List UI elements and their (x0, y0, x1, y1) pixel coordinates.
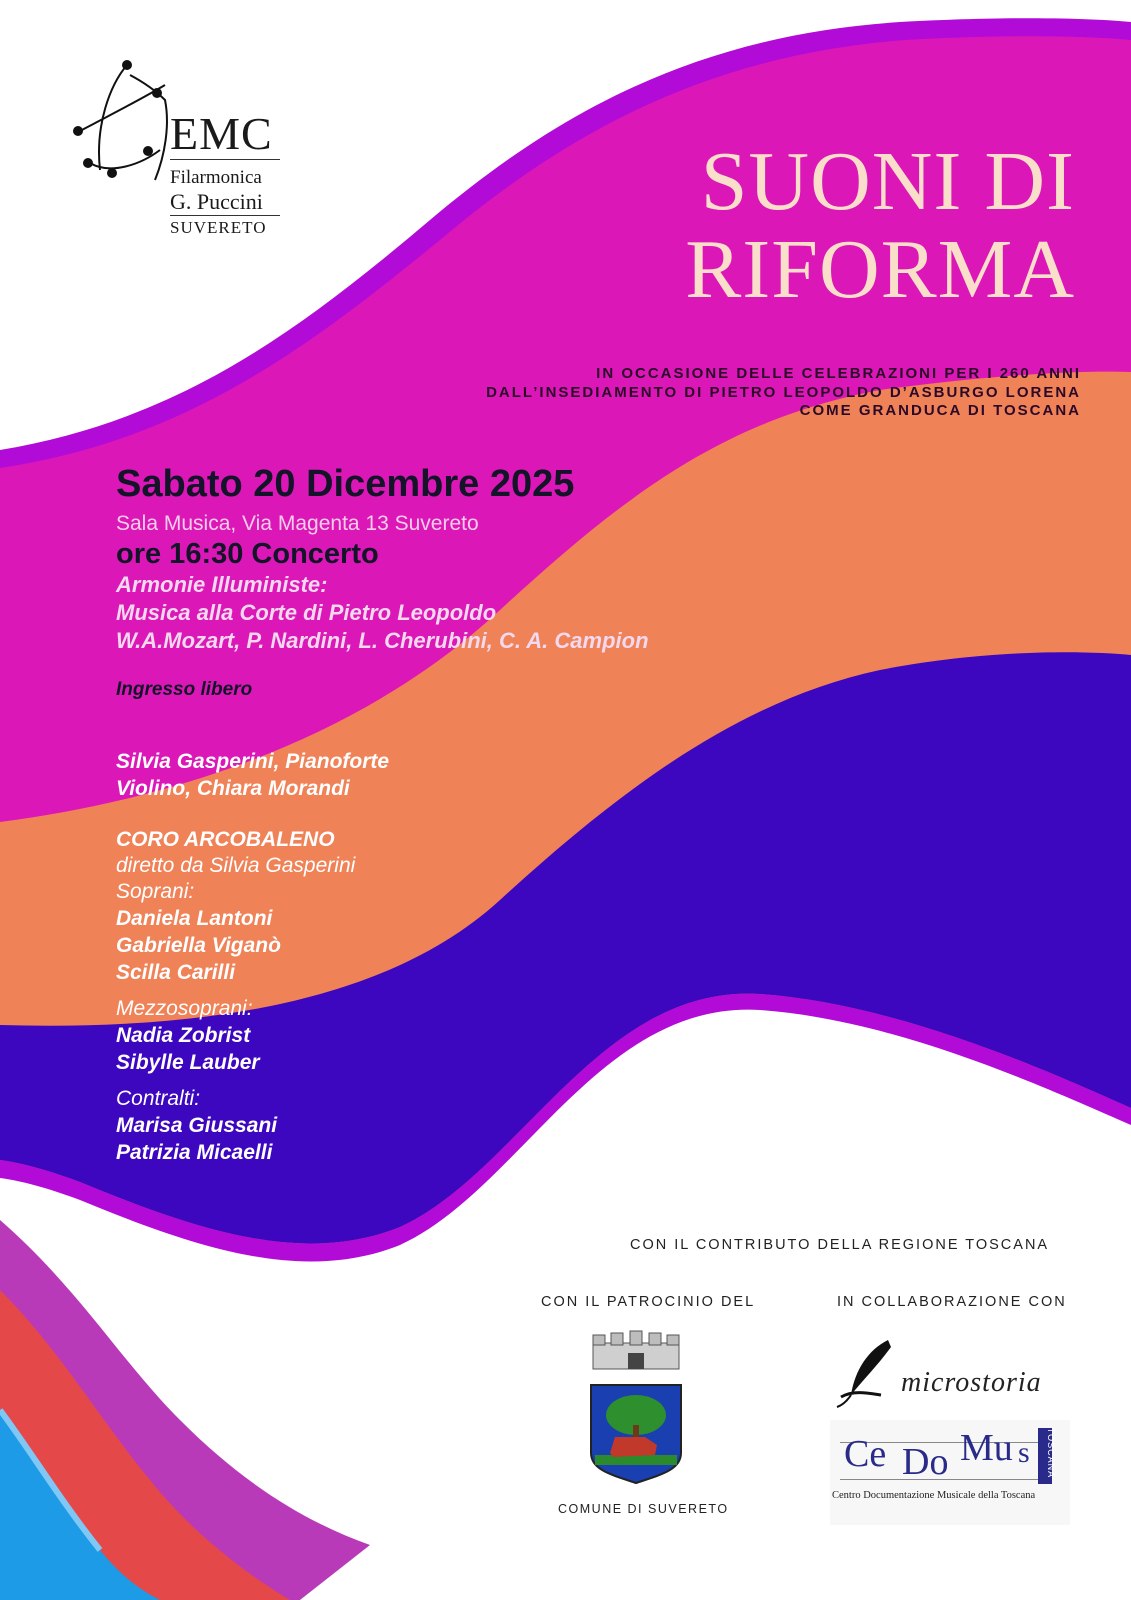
cedomus-s: s (1018, 1436, 1030, 1469)
event-time: ore 16:30 Concerto (116, 538, 379, 570)
emc-logo (70, 55, 305, 250)
singer: Scilla Carilli (116, 961, 236, 984)
singer: Nadia Zobrist (116, 1024, 251, 1047)
subtitle-line1: IN OCCASIONE DELLE CELEBRAZIONI PER I 260 ANNI (596, 365, 1081, 382)
singer: Daniela Lantoni (116, 907, 273, 930)
cedomus-logo (830, 1420, 1070, 1525)
microstoria-logo (833, 1335, 1073, 1410)
microstoria-text: microstoria (901, 1367, 1042, 1398)
conductor-icon (70, 55, 180, 195)
event-date: Sabato 20 Dicembre 2025 (116, 463, 575, 505)
logo-line1: Filarmonica (170, 167, 262, 188)
violinist: Violino, Chiara Morandi (116, 777, 350, 800)
title-line1: SUONI DI (700, 135, 1075, 228)
subtitle-line2: DALL’INSEDIAMENTO DI PIETRO LEOPOLDO D’ASBURGO LORENA (486, 383, 1081, 401)
title-line2: RIFORMA (685, 223, 1075, 316)
event-info (116, 462, 796, 701)
program-line: Armonie Illuministe: (116, 572, 328, 597)
program-line: W.A.Mozart, P. Nardini, L. Cherubini, C. A. Campion (116, 628, 649, 653)
singer: Gabriella Viganò (116, 934, 281, 957)
choir-director: diretto da Silvia Gasperini (116, 854, 356, 877)
cedomus-vertical: TOSCANA (1046, 1427, 1057, 1479)
logo-brand: EMC (170, 108, 273, 159)
collaborazione-label: IN COLLABORAZIONE CON (837, 1294, 1067, 1310)
pianist: Silvia Gasperini, Pianoforte (116, 750, 390, 773)
contralti-label: Contralti: (116, 1087, 201, 1110)
mezzo-label: Mezzosoprani: (116, 997, 253, 1020)
subtitle-line3: COME GRANDUCA DI TOSCANA (799, 402, 1081, 419)
singer: Sibylle Lauber (116, 1051, 260, 1074)
event-venue: Sala Musica, Via Magenta 13 Suvereto (116, 512, 479, 535)
entry-note: Ingresso libero (116, 679, 253, 700)
comune-label: COMUNE DI SUVERETO (558, 1502, 729, 1516)
cedomus-do: Do (902, 1441, 949, 1483)
event-subtitle (486, 365, 1081, 421)
event-title (685, 135, 1075, 316)
logo-line3: SUVERETO (170, 218, 267, 237)
cedomus-ce: Ce (844, 1433, 887, 1475)
cedomus-subtitle: Centro Documentazione Musicale della Toscana (832, 1490, 1036, 1501)
singer: Marisa Giussani (116, 1114, 278, 1137)
program-line: Musica alla Corte di Pietro Leopoldo (116, 600, 497, 625)
performers-list (116, 748, 389, 1166)
choir-name: CORO ARCOBALENO (116, 828, 335, 851)
suvereto-crest-icon (585, 1325, 690, 1495)
quill-icon (833, 1335, 903, 1410)
logo-line2: G. Puccini (170, 189, 263, 214)
singer: Patrizia Micaelli (116, 1141, 273, 1164)
patrocinio-label: CON IL PATROCINIO DEL (541, 1294, 756, 1310)
cedomus-mu: Mu (960, 1427, 1013, 1469)
soprani-label: Soprani: (116, 880, 195, 903)
contributo-label: CON IL CONTRIBUTO DELLA REGIONE TOSCANA (630, 1237, 1050, 1253)
